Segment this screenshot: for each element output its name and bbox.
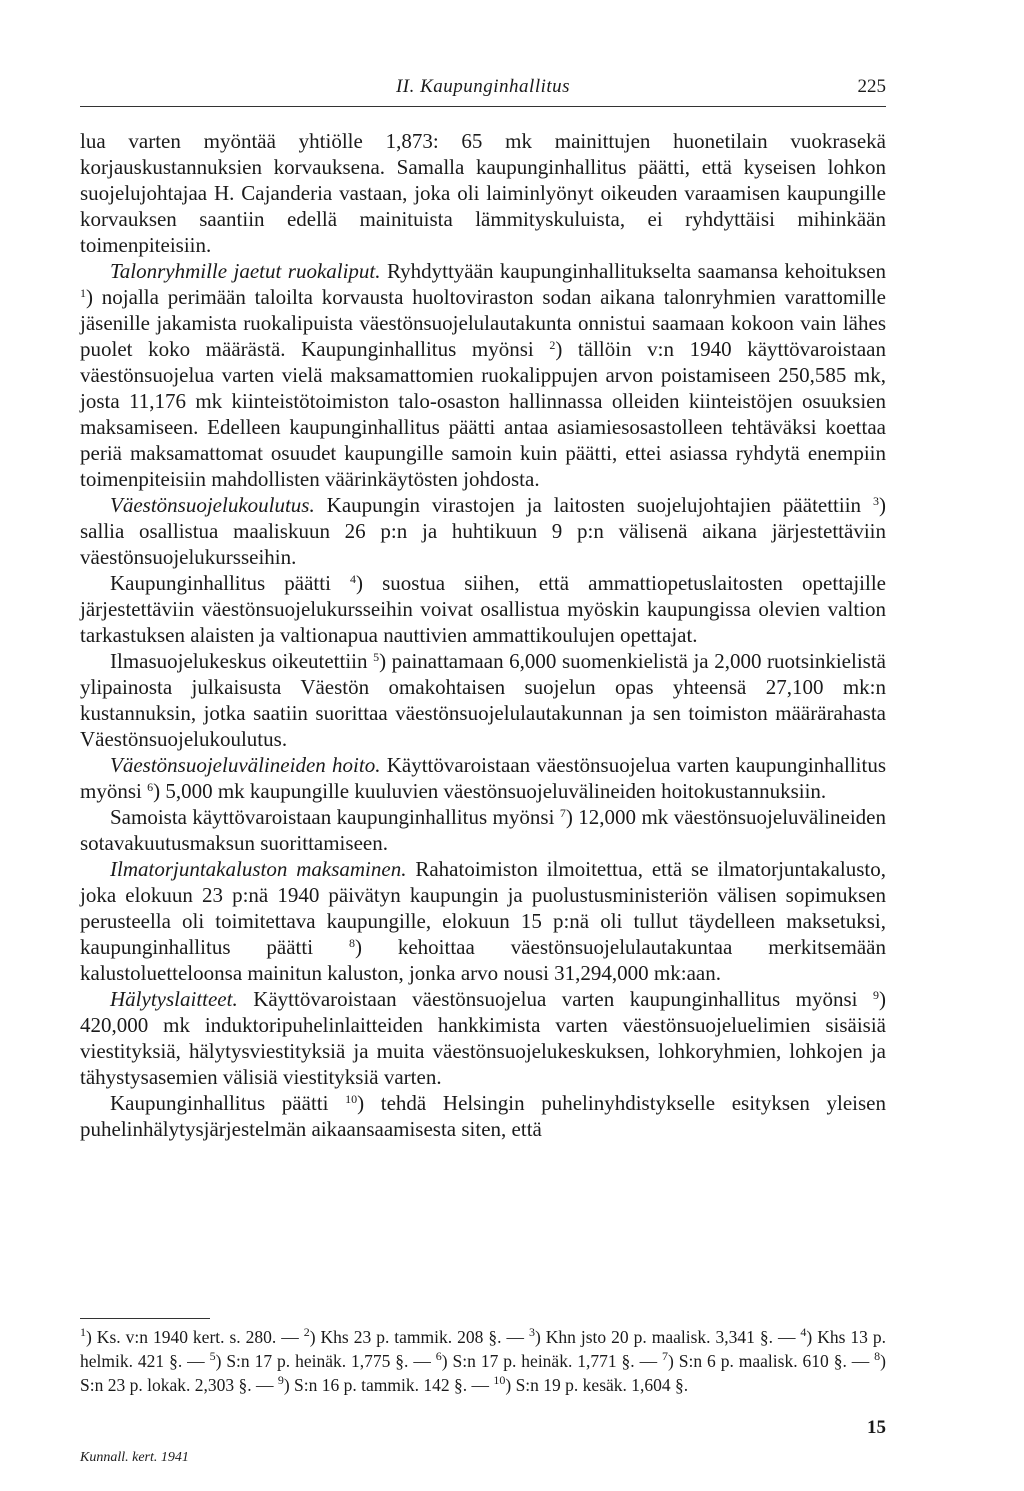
paragraph-text: ) 5,000 mk kaupungille kuuluvien väestönsuojeluvälineiden hoitokustannuksiin. <box>153 779 827 803</box>
footnote-number: 4 <box>800 1325 807 1339</box>
paragraph-text: Kaupungin virastojen ja laitosten suojelujohtajien päätettiin <box>314 493 873 517</box>
footnote-number: 2 <box>303 1325 310 1339</box>
paragraph-text: ) tällöin v:n 1940 käyttövaroistaan väestönsuojelua varten vielä maksamattomien ruokalippujen arvon poistamiseen 250,585 mk, josta 11,176 mk kiinteistötoimiston talo-osaston hallinnassa olleiden kiinteistöjen osuuksien maksamiseen. Edelleen kaupunginhallitus päätti antaa asiamiesosastolleen tehtäväksi koettaa periä maksamattomat osuudet kaupungille samoin kuin päätti, ettei asiassa ryhdytä enempiin toimenpiteisiin mahdollisten väärinkäytösten johdosta. <box>80 337 886 491</box>
paragraph <box>80 1090 886 1142</box>
footnote-number: 8 <box>874 1349 881 1363</box>
footnote-ref: 6 <box>147 780 154 794</box>
paragraph <box>80 570 886 648</box>
paragraph-text: Ilmasuojelukeskus oikeutettiin <box>110 649 374 673</box>
footnote-number: 6 <box>435 1349 442 1363</box>
paragraph <box>80 258 886 492</box>
paragraph-text: ) tehdä Helsingin puhelinyhdistykselle esityksen yleisen puhelinhälytysjärjestelmän aikaansaamisesta siten, että <box>80 1091 887 1141</box>
footnote-ref: 4 <box>350 572 357 586</box>
body-text <box>80 128 886 1142</box>
footer-source: Kunnall. kert. 1941 <box>80 1450 189 1465</box>
section-heading: Talonryhmille jaetut ruokaliput. <box>110 259 381 283</box>
paragraph-text: ) sallia osallistua maaliskuun 26 p:n ja huhtikuun 9 p:n välisenä aikana järjestettäviin väestönsuojelukursseihin. <box>80 493 886 569</box>
paragraph-text: ) suostua siihen, että ammattiopetuslaitosten opettajille järjestettäviin väestönsuojelukursseihin voivat osallistua myöskin kaupungissa olevien valtion tarkastuksen alaisten ja valtionapua nauttivien ammattikoulujen opettajat. <box>80 571 887 647</box>
footnote-ref: 10 <box>345 1092 358 1106</box>
paragraph-text: ) 420,000 mk induktoripuhelinlaitteiden hankkimista varten väestönsuojeluelimien sisäisiä viestityksiä, hälytysviestityksiä ja muita väestönsuojelukeskuksen, lohkoryhmien, lohkojen ja tähystysasemien välisiä viestityksiä varten. <box>80 987 886 1089</box>
paragraph-text: Kaupunginhallitus päätti <box>110 571 351 595</box>
paragraph <box>80 648 886 752</box>
footnote-ref: 3 <box>873 494 879 508</box>
footnote-ref: 9 <box>873 988 879 1002</box>
footnote-text: ) S:n 19 p. kesäk. 1,604 §. <box>505 1375 689 1395</box>
footnote-number: 7 <box>662 1349 669 1363</box>
paragraph-text: Käyttövaroistaan väestönsuojelua varten kaupunginhallitus myönsi <box>80 753 886 803</box>
paragraph-text: Ryhdyttyään kaupunginhallitukselta saamansa kehoituksen <box>380 259 887 283</box>
paragraph-text: Samoista käyttövaroistaan kaupunginhallitus myönsi <box>110 805 560 829</box>
footnote-text: ) S:n 16 p. tammik. 142 §. — <box>283 1375 494 1395</box>
running-header <box>80 70 886 107</box>
footnote-text: ) S:n 17 p. heinäk. 1,771 §. — <box>441 1351 663 1371</box>
footnote-text: ) Ks. v:n 1940 kert. s. 280. — <box>86 1327 304 1347</box>
footnote-divider <box>80 1318 210 1319</box>
paragraph <box>80 492 886 570</box>
paragraph-text: lua varten myöntää yhtiölle 1,873: 65 mk mainittujen huonetilain vuokrasekä korjauskustannuksien korvauksena. Samalla kaupunginhallitus päätti, että kyseisen lohkon suojelujohtajaa H. Cajanderia vastaan, joka oli laiminlyönyt oikeuden varaamisen kaupungille korvauksen saantiin edellä mainituista lämmityskuluista, ei ryhdyttäisi mihinkään toimenpiteisiin. <box>80 129 886 257</box>
footnote-text: ) Khn jsto 20 p. maalisk. 3,341 §. — <box>534 1327 801 1347</box>
section-heading: Hälytyslaitteet. <box>110 987 238 1011</box>
paragraph-text: ) nojalla perimään taloilta korvausta huoltoviraston sodan aikana talonryhmien varattomille jäsenille jakamista ruokalipuista väestönsuojelulautakunta onnistui saamaan kokoon vain lähes puolet koko määrästä. Kaupunginhallitus myönsi <box>80 285 886 361</box>
paragraph <box>80 752 886 804</box>
footnote-ref: 7 <box>559 806 566 820</box>
footnote-ref: 5 <box>373 650 380 664</box>
sheet-number: 15 <box>867 1417 886 1438</box>
footnote-text: ) S:n 17 p. heinäk. 1,775 §. — <box>215 1351 436 1371</box>
paragraph <box>80 128 886 258</box>
paragraph <box>80 986 886 1090</box>
section-heading: Ilmatorjuntakaluston maksaminen. <box>110 857 407 881</box>
paragraph-text: ) 12,000 mk väestönsuojeluvälineiden sotavakuutusmaksun suorittamiseen. <box>80 805 886 855</box>
footnote-text: ) Khs 23 p. tammik. 208 §. — <box>309 1327 529 1347</box>
footnote-ref: 2 <box>549 338 556 352</box>
paragraph-text: ) kehoittaa väestönsuojelulautakuntaa merkitsemään kalustoluetteloonsa mainitun kaluston, jonka arvo nousi 31,294,000 mk:aan. <box>80 935 887 985</box>
paragraph <box>80 856 886 986</box>
footnote-ref: 8 <box>348 936 355 950</box>
footnote-ref: 1 <box>80 286 86 300</box>
footnote-number: 10 <box>493 1373 506 1387</box>
footnote-text: ) Khs 13 p. helmik. 421 §. — <box>80 1327 887 1371</box>
paragraph-text: Käyttövaroistaan väestönsuojelua varten kaupunginhallitus myönsi <box>237 987 873 1011</box>
footnote-number: 3 <box>528 1325 535 1339</box>
section-heading: Väestönsuojelukoulutus. <box>110 493 315 517</box>
footnote-text: ) S:n 6 p. maalisk. 610 §. — <box>668 1351 875 1371</box>
paragraph <box>80 804 886 856</box>
header-title: II. Kaupunginhallitus <box>395 76 571 97</box>
paragraph-text: ) painattamaan 6,000 suomenkielistä ja 2,000 ruotsinkielistä ylipainosta julkaisusta Väestön omakohtaisen suojelun opas yhteensä 27,100 mk:n kustannuksin, jotka saatiin suorittaa väestönsuojelulautakunnan ja sen toimiston määrärahasta Väestönsuojelukoulutus. <box>80 649 886 751</box>
footnote-number: 9 <box>277 1373 284 1387</box>
paragraph-text: Kaupunginhallitus päätti <box>110 1091 346 1115</box>
footnote-number: 1 <box>80 1325 86 1339</box>
paragraph-text: Rahatoimiston ilmoitettua, että se ilmatorjuntakalusto, joka elokuun 23 p:nä 1940 päivätyn kaupungin ja puolustusministeriön välisen sopimuksen perusteella oli toimitettava kaupungille, elokuun 15 p:nä oli tullut täydelleen maksetuksi, kaupunginhallitus päätti <box>80 857 886 959</box>
footnote-number: 5 <box>209 1349 216 1363</box>
section-heading: Väestönsuojeluvälineiden hoito. <box>110 753 381 777</box>
page-number: 225 <box>857 76 886 97</box>
footnote-text: ) S:n 23 p. lokak. 2,303 §. — <box>80 1351 886 1395</box>
footnotes <box>80 1325 886 1397</box>
